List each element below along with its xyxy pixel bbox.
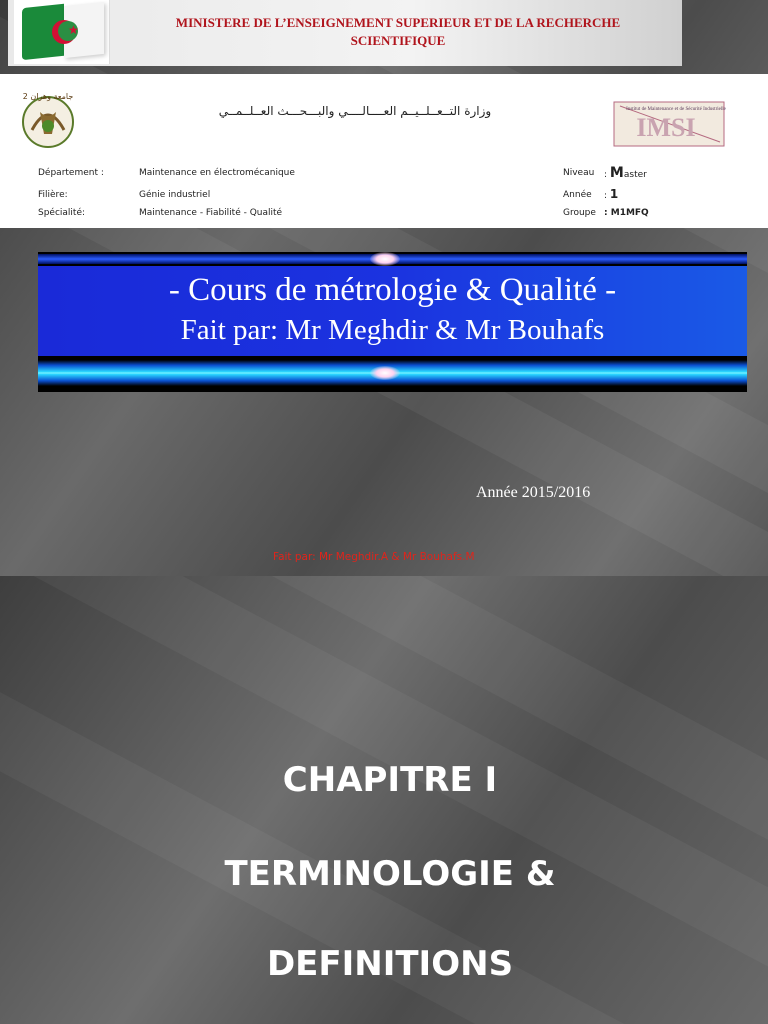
course-authors: Fait par: Mr Meghdir & Mr Bouhafs — [180, 314, 605, 346]
svg-text:جامعة وهران 2: جامعة وهران 2 — [22, 92, 74, 101]
chapter-number: CHAPITRE I — [282, 760, 498, 800]
ministry-header-bar — [8, 0, 682, 66]
institution-header — [0, 74, 768, 228]
chapter-title-line1: TERMINOLOGIE & — [224, 854, 556, 894]
slide-chapter — [0, 576, 768, 1024]
chapter-title-line2: DEFINITIONS — [266, 944, 514, 984]
specialite-value: Maintenance - Fiabilité - Qualité — [139, 208, 283, 218]
groupe-value: : M1MFQ — [604, 208, 649, 218]
algeria-flag-icon: ★ — [14, 0, 110, 64]
annee-label: Année — [563, 190, 592, 200]
niveau-label: Niveau — [563, 168, 595, 178]
groupe-label: Groupe — [563, 208, 596, 218]
filiere-label: Filière: — [38, 190, 68, 200]
banner-glow-icon — [370, 366, 400, 380]
university-logo-icon — [18, 90, 78, 150]
annee-value: : 1 — [604, 187, 619, 201]
svg-text:Institut de Maintenance et de: Institut de Maintenance et de Sécurité Industrielle — [626, 107, 726, 112]
banner-glow-icon — [370, 252, 400, 266]
departement-label: Département : — [38, 168, 104, 178]
imsi-logo-icon — [612, 98, 730, 150]
specialite-label: Spécialité: — [38, 208, 86, 218]
course-title: - Cours de métrologie & Qualité - — [168, 272, 617, 308]
svg-text:IMSI: IMSI — [636, 113, 696, 142]
arabic-ministry-title: وزارة التــعــلــيــم العــــالــــي والبـــحـــث العــلــمــي — [218, 104, 492, 118]
filiere-value: Génie industriel — [139, 190, 211, 200]
niveau-value: : Master — [604, 165, 647, 181]
course-banner — [38, 252, 747, 392]
footer-credit: Fait par: Mr Meghdir.A & Mr Bouhafs.M — [273, 551, 475, 563]
departement-value: Maintenance en électromécanique — [139, 168, 295, 178]
ministry-title: MINISTERE DE L’ENSEIGNEMENT SUPERIEUR ET DE LA RECHERCHE SCIENTIFIQUE — [175, 15, 621, 48]
academic-year: Année 2015/2016 — [476, 484, 591, 501]
